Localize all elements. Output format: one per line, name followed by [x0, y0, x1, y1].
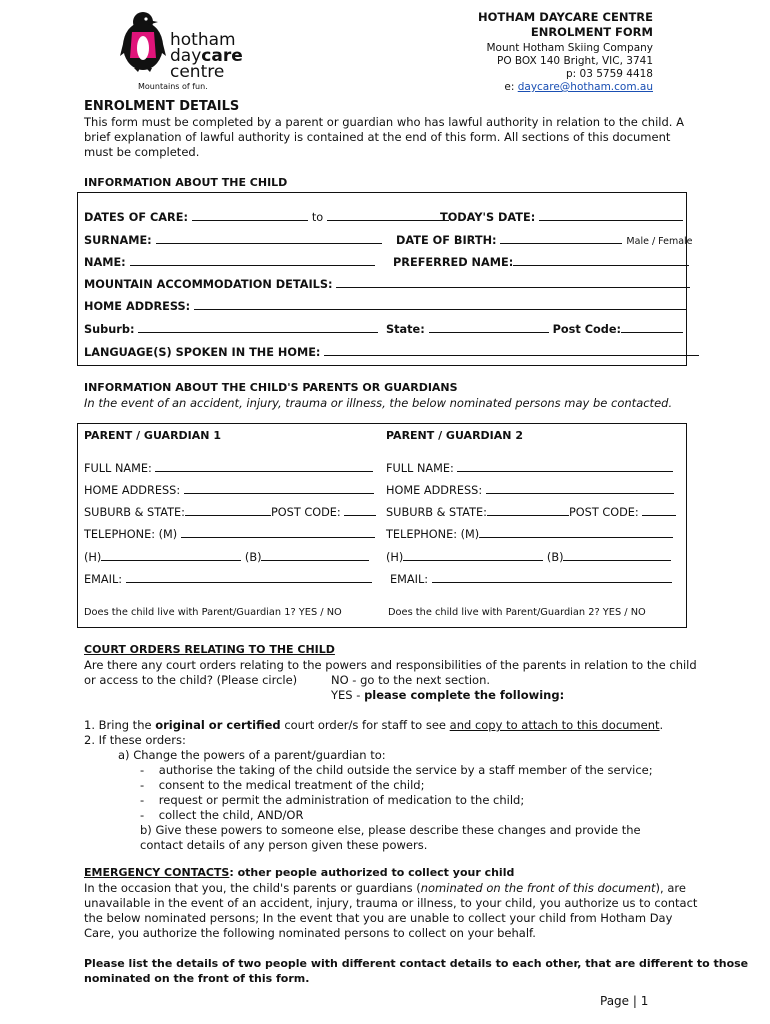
court-item2b-line1: b) Give these powers to someone else, please describe these changes and provide the	[140, 823, 641, 837]
todays-date-row: TODAY'S DATE:	[440, 208, 683, 224]
court-item2: 2. If these orders:	[84, 733, 186, 747]
court-bullet-4: - collect the child, AND/OR	[140, 808, 304, 822]
enrolment-heading: ENROLMENT DETAILS	[84, 99, 240, 114]
language-row: LANGUAGE(S) SPOKEN IN THE HOME:	[84, 343, 699, 359]
mountain-accommodation-row: MOUNTAIN ACCOMMODATION DETAILS:	[84, 275, 690, 291]
court-item2a: a) Change the powers of a parent/guardian to:	[118, 748, 386, 762]
court-bullet-1: - authorise the taking of the child outside the service by a staff member of the service;	[140, 763, 653, 777]
parents-subtitle: In the event of an accident, injury, trauma or illness, the below nominated persons may be contacted.	[84, 396, 673, 410]
court-yes-option[interactable]: YES - please complete the following:	[331, 688, 565, 702]
language-field[interactable]	[324, 343, 699, 356]
dates-of-care-row: DATES OF CARE: to	[84, 208, 449, 224]
g1-email-field[interactable]	[126, 570, 372, 583]
g2-address-field[interactable]	[486, 481, 674, 494]
g2-business-phone-field[interactable]	[563, 548, 671, 561]
surname-field[interactable]	[156, 231, 382, 244]
dates-to-field[interactable]	[327, 208, 449, 221]
g2-fullname-field[interactable]	[457, 459, 673, 472]
g1-address-row: HOME ADDRESS:	[84, 481, 374, 497]
g2-telephone-row: TELEPHONE: (M)	[386, 525, 673, 541]
child-section-title: INFORMATION ABOUT THE CHILD	[84, 176, 288, 189]
g1-email-row: EMAIL:	[84, 570, 372, 586]
dob-row: DATE OF BIRTH: Male / Female	[396, 231, 693, 248]
header-email: e: daycare@hotham.com.au	[504, 81, 653, 93]
logo-text	[170, 32, 243, 80]
g2-suburb-row: SUBURB & STATE: POST CODE:	[386, 503, 676, 519]
preferred-name-row: PREFERRED NAME:	[393, 253, 689, 269]
court-item2b-line2: contact details of any person given these powers.	[140, 838, 428, 852]
state-row: State: Post Code:	[386, 320, 683, 336]
email-link[interactable]: daycare@hotham.com.au	[517, 81, 653, 93]
court-orders-heading: COURT ORDERS RELATING TO THE CHILD	[84, 643, 335, 656]
guardian1-title: PARENT / GUARDIAN 1	[84, 429, 221, 442]
g1-telephone-row: TELEPHONE: (M)	[84, 525, 375, 541]
name-field[interactable]	[130, 253, 375, 266]
emergency-p2: unavailable in the event of an accident, injury, trauma or illness, to your child, you authorize us to contact	[84, 896, 698, 910]
court-bullet-2: - consent to the medical treatment of the child;	[140, 778, 425, 792]
header-title: HOTHAM DAYCARE CENTRE	[477, 10, 653, 24]
emergency-note-line1: Please list the details of two people with different contact details to each other, that are different to those	[84, 957, 749, 970]
header-phone: p: 03 5759 4418	[565, 68, 653, 80]
emergency-note-line2: nominated on the front of this form.	[84, 972, 310, 985]
court-q-line2: or access to the child? (Please circle)	[84, 673, 298, 687]
header-company: Mount Hotham Skiing Company	[486, 42, 653, 54]
name-row: NAME:	[84, 253, 375, 269]
preferred-name-field[interactable]	[513, 253, 689, 266]
g2-home-phone-field[interactable]	[403, 548, 543, 561]
logo-word-daycare: daycare	[170, 46, 243, 66]
g1-suburb-row: SUBURB & STATE: POST CODE:	[84, 503, 376, 519]
header-subtitle: ENROLMENT FORM	[530, 25, 653, 39]
penguin-logo-icon	[118, 10, 168, 74]
g2-address-row: HOME ADDRESS:	[386, 481, 674, 497]
g1-mobile-field[interactable]	[181, 525, 375, 538]
page-number: Page | 1	[600, 994, 649, 1008]
home-address-row: HOME ADDRESS:	[84, 297, 687, 313]
guardian2-title: PARENT / GUARDIAN 2	[386, 429, 523, 442]
g1-business-phone-field[interactable]	[261, 548, 369, 561]
court-no-option[interactable]: NO - go to the next section.	[331, 673, 491, 687]
emergency-p3: the below nominated persons; In the event that you are unable to collect your child from Hotham Day	[84, 911, 673, 925]
state-field[interactable]	[429, 320, 549, 333]
court-q-line1: Are there any court orders relating to the powers and responsibilities of the parents in relation to the child	[84, 658, 697, 672]
logo-word-hotham: hotham	[170, 30, 236, 50]
court-bullet-3: - request or permit the administration of medication to the child;	[140, 793, 525, 807]
g1-lives-with[interactable]: Does the child live with Parent/Guardian 1? YES / NO	[84, 607, 342, 618]
suburb-field[interactable]	[138, 320, 378, 333]
g2-email-row: EMAIL:	[390, 570, 672, 586]
emergency-p4: Care, you authorize the following nominated persons to collect on your behalf.	[84, 926, 536, 940]
home-address-field[interactable]	[194, 297, 687, 310]
suburb-row: Suburb:	[84, 320, 378, 336]
g2-hb-row: (H) (B)	[386, 548, 671, 564]
dates-from-field[interactable]	[192, 208, 308, 221]
g1-fullname-field[interactable]	[155, 459, 373, 472]
g2-fullname-row: FULL NAME:	[386, 459, 673, 475]
gender-option[interactable]: Male / Female	[626, 236, 693, 247]
g1-hb-row: (H) (B)	[84, 548, 369, 564]
g2-mobile-field[interactable]	[479, 525, 673, 538]
g1-home-phone-field[interactable]	[101, 548, 241, 561]
g2-lives-with[interactable]: Does the child live with Parent/Guardian 2? YES / NO	[388, 607, 646, 618]
logo-word-centre: centre	[170, 62, 225, 82]
postcode-field[interactable]	[621, 320, 683, 333]
logo	[118, 8, 243, 94]
court-item1: 1. Bring the original or certified court order/s for staff to see and copy to attach to this document.	[84, 718, 664, 732]
todays-date-field[interactable]	[539, 208, 683, 221]
header-address: PO BOX 140 Bright, VIC, 3741	[496, 55, 653, 67]
logo-tagline: Mountains of fun.	[138, 82, 208, 91]
enrolment-intro: This form must be completed by a parent or guardian who has lawful authority in relation to the child. A brief explanation of lawful authority is contained at the end of this form. All sections of this document must be completed.	[84, 115, 684, 159]
g2-email-field[interactable]	[432, 570, 672, 583]
g1-address-field[interactable]	[184, 481, 374, 494]
mountain-accommodation-field[interactable]	[336, 275, 690, 288]
g1-postcode-field[interactable]	[344, 503, 376, 516]
g1-suburb-field[interactable]	[185, 503, 271, 516]
dob-field[interactable]	[500, 231, 622, 244]
g1-fullname-row: FULL NAME:	[84, 459, 373, 475]
emergency-p1: In the occasion that you, the child's parents or guardians (nominated on the front of this document), are	[84, 881, 686, 895]
parents-section-title: INFORMATION ABOUT THE CHILD'S PARENTS OR GUARDIANS	[84, 381, 458, 394]
emergency-heading: EMERGENCY CONTACTS: other people authorized to collect your child	[84, 866, 515, 879]
surname-row: SURNAME:	[84, 231, 382, 247]
g2-suburb-field[interactable]	[487, 503, 569, 516]
g2-postcode-field[interactable]	[642, 503, 676, 516]
